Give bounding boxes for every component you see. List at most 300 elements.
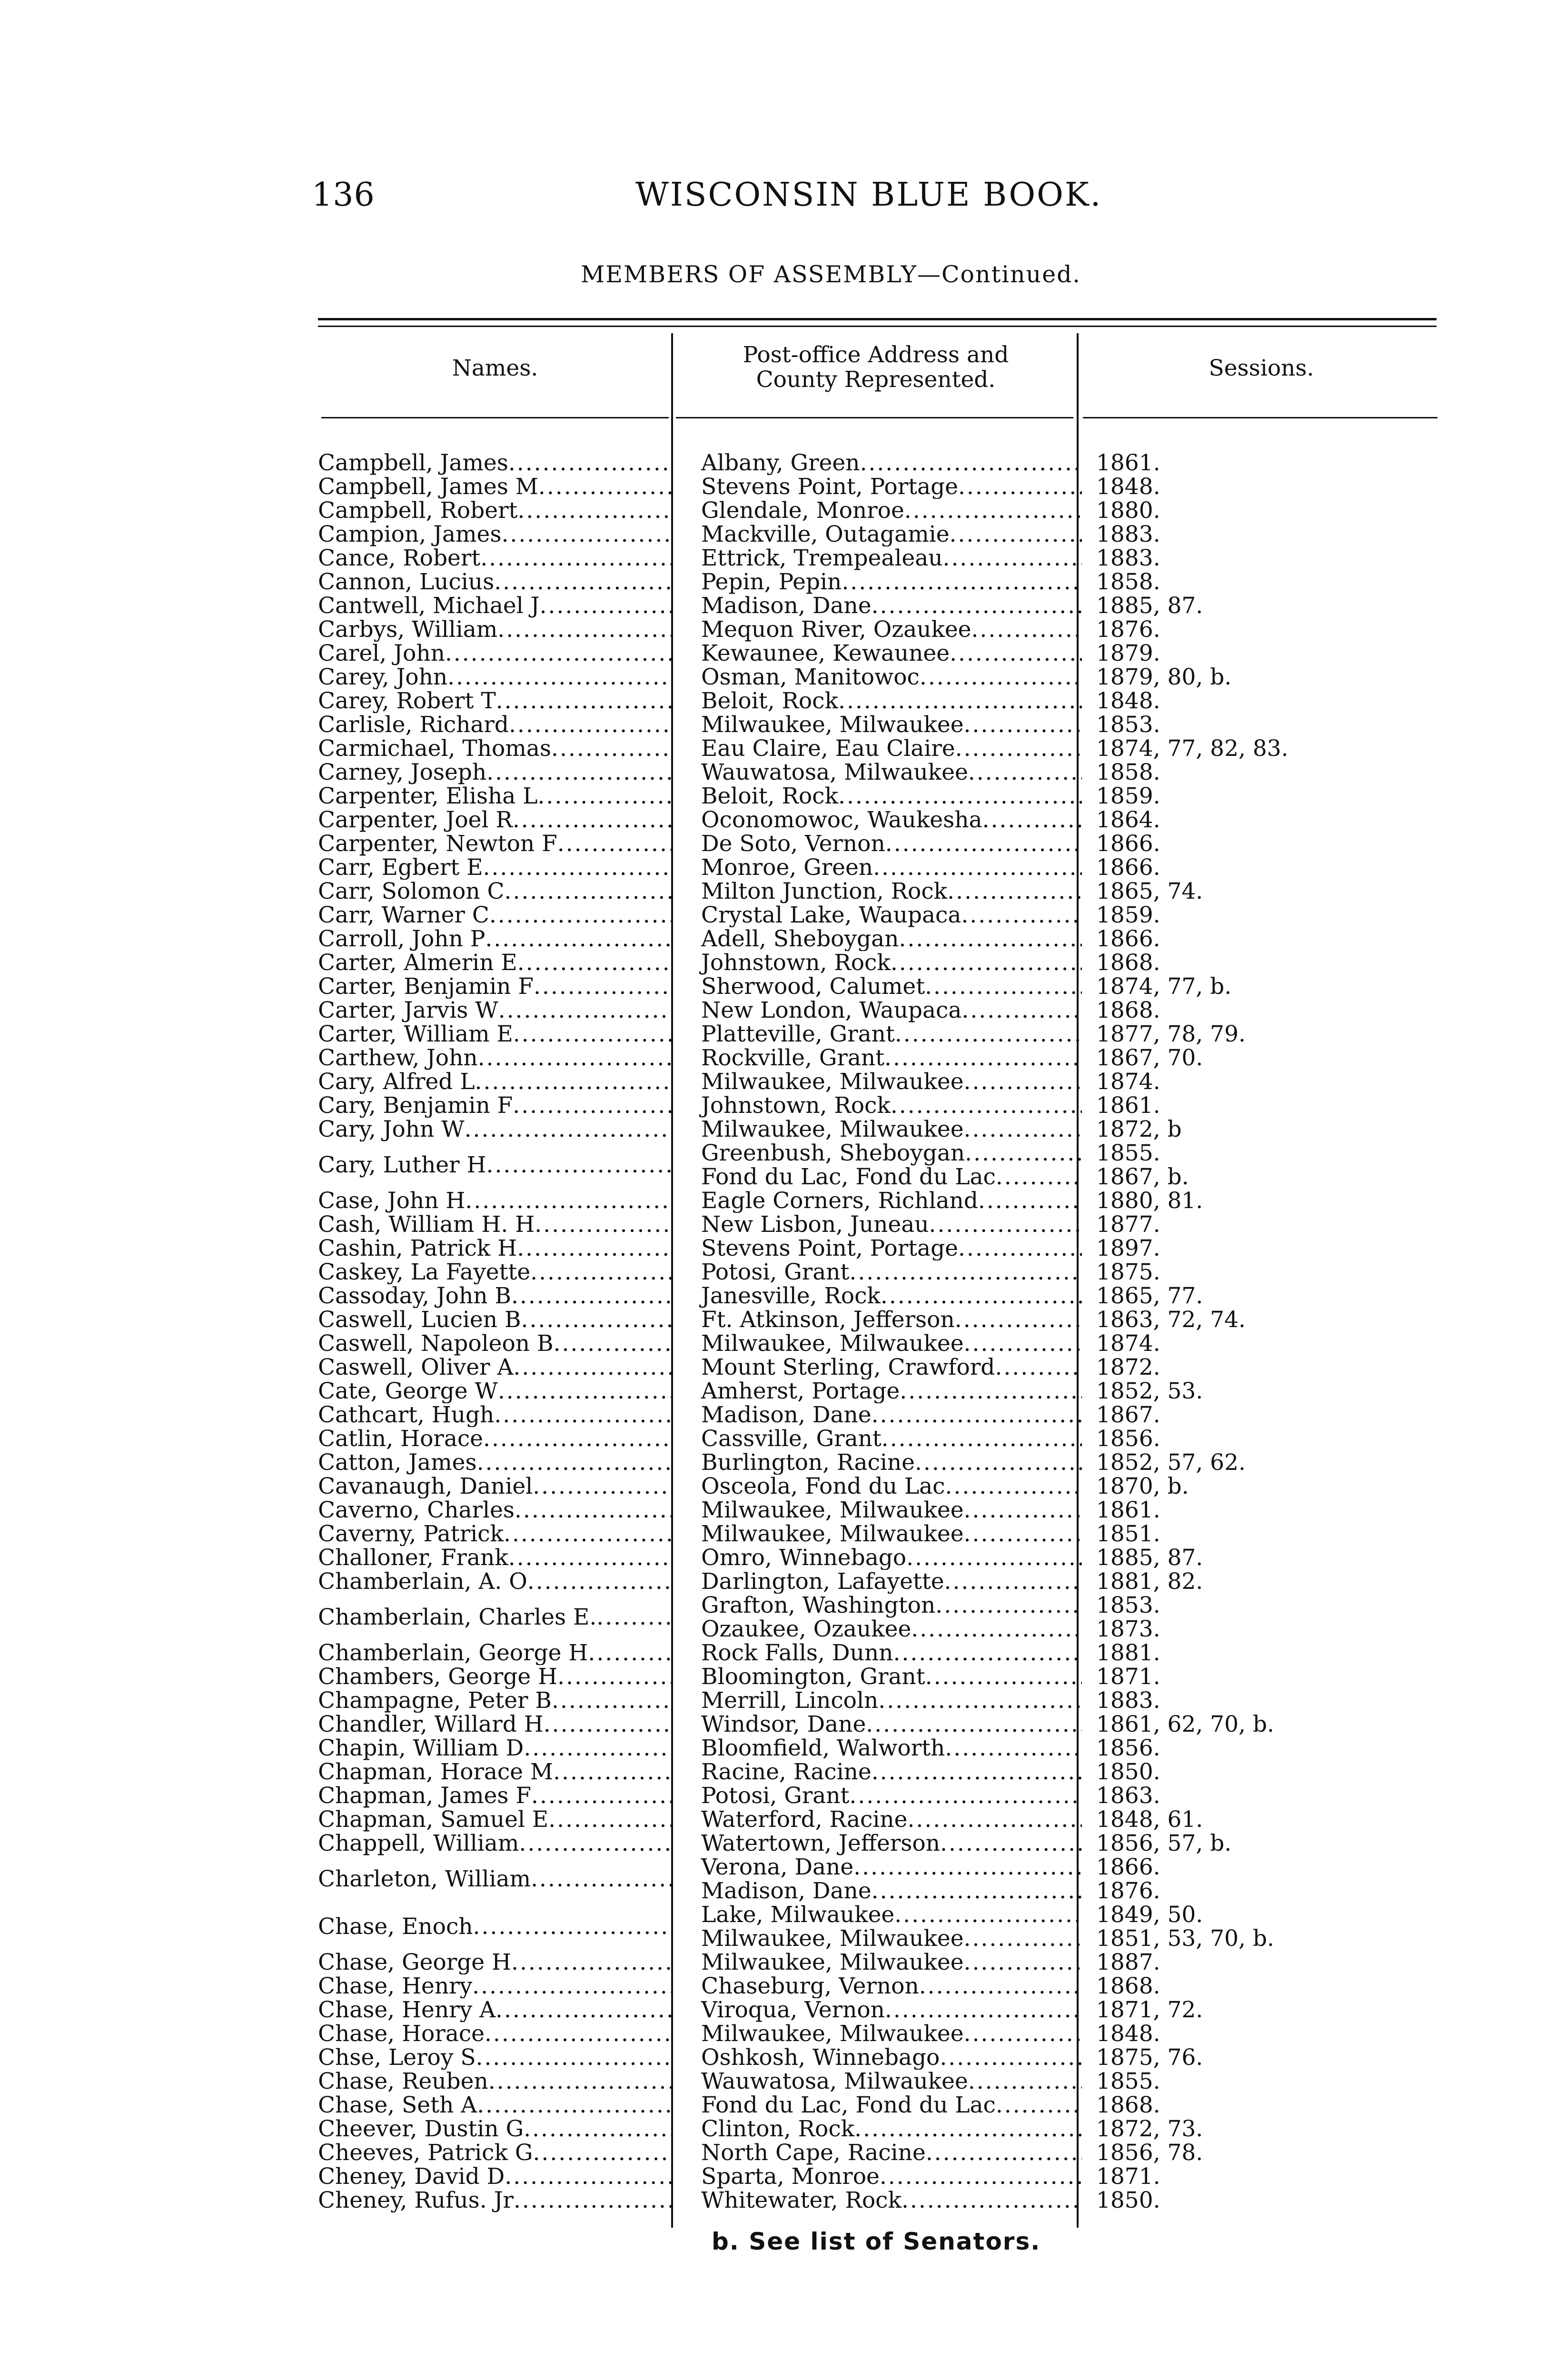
post-office-address: Milton Junction, Rock (701, 880, 948, 903)
leader-dots (513, 1094, 673, 1118)
table-row (318, 451, 1365, 475)
leader-dots (497, 618, 673, 642)
table-row (318, 1570, 1365, 1594)
address-cell (689, 1998, 1087, 2022)
member-name: Cary, Benjamin F (318, 1094, 513, 1118)
member-name: Carr, Warner C (318, 903, 489, 927)
post-office-address: Milwaukee, Milwaukee (701, 713, 964, 737)
leader-dots (483, 856, 673, 880)
session-years: 1849, 50. (1096, 1903, 1203, 1928)
post-office-address: Monroe, Green (701, 856, 873, 880)
sessions-cell (1087, 1974, 1363, 1998)
post-office-address: Darlington, Lafayette (701, 1570, 944, 1594)
sessions-cell (1087, 1475, 1363, 1498)
leader-dots (996, 2093, 1082, 2117)
member-name-cell (318, 1237, 689, 1260)
address-cell (689, 1689, 1087, 1713)
address-cell (689, 784, 1087, 808)
sessions-cell (1087, 1998, 1363, 2022)
session-years: 1867, 70. (1096, 1046, 1203, 1070)
leader-dots (940, 1832, 1082, 1855)
sessions-cell (1087, 713, 1363, 737)
member-name: Cance, Robert (318, 546, 481, 570)
table-row (318, 1998, 1365, 2022)
table-row (318, 475, 1365, 499)
leader-dots (964, 1070, 1082, 1094)
page-number: 136 (312, 176, 375, 214)
session-years: 1866. (1096, 927, 1160, 951)
table-row (318, 570, 1365, 594)
sessions-cell (1087, 903, 1363, 927)
address-cell (689, 1641, 1087, 1665)
session-years: 1879. (1096, 642, 1160, 665)
post-office-address: Janesville, Rock (701, 1284, 881, 1308)
session-years: 1859. (1096, 784, 1160, 808)
member-name-cell (318, 1998, 689, 2022)
address-cell (689, 1974, 1087, 1998)
leader-dots (445, 642, 673, 665)
address-cell (689, 1855, 1087, 1903)
leader-dots (478, 1046, 673, 1070)
member-name-cell (318, 856, 689, 880)
sessions-cell (1087, 1522, 1363, 1546)
address-cell (689, 1808, 1087, 1832)
leader-dots (964, 713, 1082, 737)
session-years: 1874, 77, 82, 83. (1096, 737, 1288, 761)
post-office-address: North Cape, Racine (701, 2141, 926, 2165)
member-name: Catton, James (318, 1451, 477, 1475)
sessions-cell (1087, 1713, 1363, 1736)
session-years: 1867, b. (1096, 1164, 1189, 1189)
member-name-cell (318, 1284, 689, 1308)
leader-dots (945, 1475, 1082, 1498)
leader-dots (945, 1736, 1082, 1760)
table-row (318, 2141, 1365, 2165)
sessions-cell (1087, 1308, 1363, 1332)
table-row (318, 1522, 1365, 1546)
post-office-address: Pepin, Pepin (701, 570, 842, 594)
member-name-cell (318, 999, 689, 1022)
post-office-address: Rock Falls, Dunn (701, 1641, 893, 1665)
session-years: 1859. (1096, 903, 1160, 927)
sessions-cell (1087, 1403, 1363, 1427)
sessions-cell (1087, 546, 1363, 570)
member-name-cell (318, 975, 689, 999)
post-office-address: Clinton, Rock (701, 2117, 855, 2141)
leader-dots (511, 1284, 673, 1308)
member-name: Cary, Luther H (318, 1152, 486, 1178)
leader-dots (919, 1974, 1082, 1998)
sessions-cell (1087, 1594, 1363, 1641)
member-name-cell (318, 523, 689, 546)
member-name: Chamberlain, Charles E. (318, 1604, 597, 1630)
table-row (318, 1475, 1365, 1498)
member-name-cell (318, 2165, 689, 2189)
leader-dots (509, 713, 673, 737)
post-office-address: Merrill, Lincoln (701, 1689, 879, 1713)
table-row (318, 642, 1365, 665)
address-cell (689, 1237, 1087, 1260)
address-cell (689, 1070, 1087, 1094)
column-header-address-line1: Post-office Address and (743, 342, 1009, 368)
table-row (318, 2093, 1365, 2117)
session-years: 1879, 80, b. (1096, 665, 1232, 689)
member-name-cell (318, 451, 689, 475)
member-name: Caskey, La Fayette (318, 1260, 531, 1284)
address-cell (689, 761, 1087, 784)
session-years: 1856, 78. (1096, 2141, 1203, 2165)
leader-dots (907, 1808, 1082, 1832)
sessions-cell (1087, 1260, 1363, 1284)
address-cell (689, 1451, 1087, 1475)
address-cell (689, 523, 1087, 546)
table-row (318, 1141, 1365, 1189)
address-cell (689, 1760, 1087, 1784)
address-cell (689, 1046, 1087, 1070)
table-row (318, 1808, 1365, 1832)
sessions-cell (1087, 1808, 1363, 1832)
table-row (318, 1237, 1365, 1260)
session-years: 1865, 74. (1096, 880, 1203, 903)
leader-dots (552, 1689, 673, 1713)
leader-dots (895, 1022, 1082, 1046)
member-name: Carroll, John P (318, 927, 486, 951)
sessions-cell (1087, 1213, 1363, 1237)
session-years: 1870, b. (1096, 1475, 1189, 1498)
address-cell (689, 880, 1087, 903)
member-name: Chase, George H (318, 1951, 512, 1974)
member-name-cell (318, 1784, 689, 1808)
table-row (318, 999, 1365, 1022)
leader-dots (947, 880, 1082, 903)
session-years: 1851. (1096, 1522, 1160, 1546)
leader-dots (968, 761, 1082, 784)
member-name-cell (318, 1403, 689, 1427)
sessions-cell (1087, 880, 1363, 903)
top-rule-1 (318, 318, 1437, 320)
table-row (318, 2046, 1365, 2070)
sessions-cell (1087, 1332, 1363, 1356)
address-cell (689, 2117, 1087, 2141)
table-row (318, 2189, 1365, 2212)
address-cell (689, 1403, 1087, 1427)
session-years: 1883. (1096, 546, 1160, 570)
member-name-cell (318, 1427, 689, 1451)
post-office-address: Mackville, Outagamie (701, 523, 950, 546)
sessions-cell (1087, 999, 1363, 1022)
session-years: 1866. (1096, 832, 1160, 856)
leader-dots (964, 1118, 1082, 1141)
session-years: 1851, 53, 70, b. (1096, 1925, 1274, 1951)
leader-dots (958, 1237, 1082, 1260)
member-name-cell (318, 1498, 689, 1522)
session-years: 1853. (1096, 1594, 1160, 1618)
table-row (318, 832, 1365, 856)
table-row (318, 1118, 1365, 1141)
leader-dots (508, 451, 673, 475)
post-office-address: Bloomfield, Walworth (701, 1736, 945, 1760)
sessions-cell (1087, 665, 1363, 689)
post-office-address: Osceola, Fond du Lac (701, 1475, 945, 1498)
leader-dots (964, 1498, 1082, 1522)
leader-dots (911, 1617, 1082, 1641)
member-name: Campbell, James M (318, 475, 538, 499)
member-name-cell (318, 1832, 689, 1855)
table-row (318, 1736, 1365, 1760)
post-office-address: Crystal Lake, Waupaca (701, 903, 961, 927)
post-office-address: Fond du Lac, Fond du Lac (701, 1164, 996, 1189)
table-row (318, 1094, 1365, 1118)
address-cell (689, 2141, 1087, 2165)
table-row (318, 546, 1365, 570)
post-office-address: Madison, Dane (701, 1403, 872, 1427)
leader-dots (899, 927, 1082, 951)
leader-dots (838, 784, 1082, 808)
session-years: 1861. (1096, 1498, 1160, 1522)
post-office-address: Albany, Green (701, 451, 860, 475)
leader-dots (902, 2189, 1082, 2212)
post-office-address: Ft. Atkinson, Jefferson (701, 1308, 955, 1332)
member-name-cell (318, 880, 689, 903)
page-header (312, 176, 1216, 228)
leader-dots (965, 1141, 1082, 1165)
session-years: 1858. (1096, 761, 1160, 784)
member-name: Cantwell, Michael J (318, 594, 540, 618)
member-name-cell (318, 1260, 689, 1284)
leader-dots (915, 1451, 1082, 1475)
sessions-cell (1087, 642, 1363, 665)
page-title: WISCONSIN BLUE BOOK. (635, 176, 1102, 214)
address-cell (689, 2189, 1087, 2212)
leader-dots (534, 975, 673, 999)
post-office-address: Milwaukee, Milwaukee (701, 2022, 964, 2046)
post-office-address: Milwaukee, Milwaukee (701, 1070, 964, 1094)
top-rule-2 (318, 326, 1437, 327)
leader-dots (944, 1570, 1082, 1594)
table-row (318, 2165, 1365, 2189)
post-office-address: Verona, Dane (701, 1855, 854, 1880)
address-cell (689, 856, 1087, 880)
member-name: Chamberlain, George H (318, 1641, 588, 1665)
sessions-cell (1087, 570, 1363, 594)
member-name: Carel, John (318, 642, 445, 665)
leader-dots (884, 1046, 1082, 1070)
address-cell (689, 2046, 1087, 2070)
leader-dots (511, 1951, 673, 1974)
session-years: 1872, b (1096, 1118, 1182, 1141)
session-years: 1856, 57, b. (1096, 1832, 1232, 1855)
session-years: 1875, 76. (1096, 2046, 1203, 2070)
leader-dots (882, 1427, 1082, 1451)
table-row (318, 1379, 1365, 1403)
post-office-address: Lake, Milwaukee (701, 1903, 895, 1928)
member-name-cell (318, 1713, 689, 1736)
post-office-address: Kewaunee, Kewaunee (701, 642, 950, 665)
address-cell (689, 927, 1087, 951)
leader-dots (849, 1784, 1082, 1808)
leader-dots (514, 2189, 673, 2212)
member-name: Cate, George W (318, 1379, 498, 1403)
member-name: Chapin, William D (318, 1736, 524, 1760)
member-name: Champagne, Peter B (318, 1689, 552, 1713)
table-row (318, 1760, 1365, 1784)
leader-dots (955, 737, 1082, 761)
leader-dots (465, 1118, 673, 1141)
post-office-address: Wauwatosa, Milwaukee (701, 761, 968, 784)
address-cell (689, 713, 1087, 737)
address-cell (689, 1427, 1087, 1451)
address-cell (689, 2070, 1087, 2093)
member-name: Carpenter, Joel R (318, 808, 513, 832)
member-name: Campbell, Robert (318, 499, 518, 523)
session-years: 1867. (1096, 1403, 1160, 1427)
post-office-address: Osman, Manitowoc (701, 665, 920, 689)
table-row (318, 689, 1365, 713)
member-name-cell (318, 1974, 689, 1998)
member-name-cell (318, 761, 689, 784)
member-name: Cannon, Lucius (318, 570, 495, 594)
address-cell (689, 1784, 1087, 1808)
session-years: 1861. (1096, 1094, 1160, 1118)
member-name: Carter, Benjamin F (318, 975, 534, 999)
session-years: 1871. (1096, 1665, 1160, 1689)
sessions-cell (1087, 2117, 1363, 2141)
address-cell (689, 665, 1087, 689)
member-name-cell (318, 1094, 689, 1118)
address-cell (689, 1665, 1087, 1689)
member-name-cell (318, 1522, 689, 1546)
table-row (318, 1903, 1365, 1951)
address-cell (689, 999, 1087, 1022)
leader-dots (504, 1522, 673, 1546)
address-cell (689, 1736, 1087, 1760)
sessions-cell (1087, 1760, 1363, 1784)
leader-dots (971, 618, 1082, 642)
member-name-cell (318, 903, 689, 927)
session-years: 1871. (1096, 2165, 1160, 2189)
table-row (318, 1498, 1365, 1522)
member-name-cell (318, 1689, 689, 1713)
leader-dots (881, 1284, 1082, 1308)
post-office-address: Rockville, Grant (701, 1046, 885, 1070)
leader-dots (880, 2165, 1082, 2189)
leader-dots (849, 1260, 1082, 1284)
leader-dots (926, 2141, 1082, 2165)
header-bottom-rule-sessions (1083, 417, 1437, 418)
table-row (318, 784, 1365, 808)
member-name-cell (318, 2141, 689, 2165)
member-name-cell (318, 1903, 689, 1951)
table-row (318, 1713, 1365, 1736)
address-cell (689, 1379, 1087, 1403)
leader-dots (533, 2141, 673, 2165)
member-name-cell (318, 594, 689, 618)
leader-dots (853, 1855, 1082, 1879)
address-cell (689, 1260, 1087, 1284)
table-row (318, 1403, 1365, 1427)
leader-dots (530, 1260, 673, 1284)
leader-dots (477, 2093, 673, 2117)
post-office-address: Amherst, Portage (701, 1379, 900, 1403)
member-name-cell (318, 1594, 689, 1641)
member-name-cell (318, 927, 689, 951)
session-years: 1868. (1096, 951, 1160, 975)
session-years: 1881, 82. (1096, 1570, 1203, 1594)
leader-dots (894, 1903, 1082, 1927)
post-office-address: Cassville, Grant (701, 1427, 882, 1451)
member-name: Carr, Solomon C (318, 880, 505, 903)
table-row (318, 856, 1365, 880)
leader-dots (494, 570, 673, 594)
member-name: Chase, Henry (318, 1974, 473, 1998)
leader-dots (498, 999, 673, 1022)
address-cell (689, 689, 1087, 713)
post-office-address: Sherwood, Calumet (701, 975, 925, 999)
table-row (318, 880, 1365, 903)
table-row (318, 1951, 1365, 1974)
leader-dots (596, 1606, 673, 1629)
post-office-address: Madison, Dane (701, 1878, 872, 1903)
member-name-cell (318, 1665, 689, 1689)
member-name: Carey, John (318, 665, 448, 689)
member-name-cell (318, 1451, 689, 1475)
table-row (318, 713, 1365, 737)
leader-dots (551, 737, 673, 761)
leader-dots (968, 2070, 1082, 2093)
leader-dots (964, 1927, 1082, 1951)
leader-dots (527, 1570, 673, 1594)
leader-dots (521, 1308, 673, 1332)
post-office-address: Racine, Racine (701, 1760, 872, 1784)
member-name-cell (318, 1546, 689, 1570)
sessions-cell (1087, 1736, 1363, 1760)
leader-dots (538, 475, 673, 499)
leader-dots (978, 1189, 1082, 1213)
leader-dots (854, 2117, 1082, 2141)
member-name: Caswell, Napoleon B (318, 1332, 554, 1356)
leader-dots (557, 832, 673, 856)
post-office-address: Johnstown, Rock (701, 951, 891, 975)
table-row (318, 1427, 1365, 1451)
member-name: Carey, Robert T (318, 689, 496, 713)
post-office-address: Ozaukee, Ozaukee (701, 1616, 912, 1641)
member-name-cell (318, 665, 689, 689)
table-row (318, 1689, 1365, 1713)
session-years: 1863, 72, 74. (1096, 1308, 1246, 1332)
member-name-cell (318, 1070, 689, 1094)
member-name-cell (318, 832, 689, 856)
table-row (318, 1332, 1365, 1356)
table-row (318, 2070, 1365, 2093)
member-name-cell (318, 1570, 689, 1594)
member-name: Carpenter, Elisha L (318, 784, 538, 808)
sessions-cell (1087, 523, 1363, 546)
table-row (318, 1665, 1365, 1689)
leader-dots (517, 951, 673, 975)
address-cell (689, 1189, 1087, 1213)
table-row (318, 1070, 1365, 1094)
leader-dots (515, 1498, 673, 1522)
member-name-cell (318, 1855, 689, 1903)
leader-dots (548, 1808, 673, 1832)
leader-dots (873, 856, 1082, 880)
address-cell (689, 1308, 1087, 1332)
post-office-address: Eau Claire, Eau Claire (701, 737, 955, 761)
sessions-cell (1087, 975, 1363, 999)
member-name-cell (318, 1356, 689, 1379)
leader-dots (995, 1356, 1082, 1379)
session-years: 1883. (1096, 1689, 1160, 1713)
